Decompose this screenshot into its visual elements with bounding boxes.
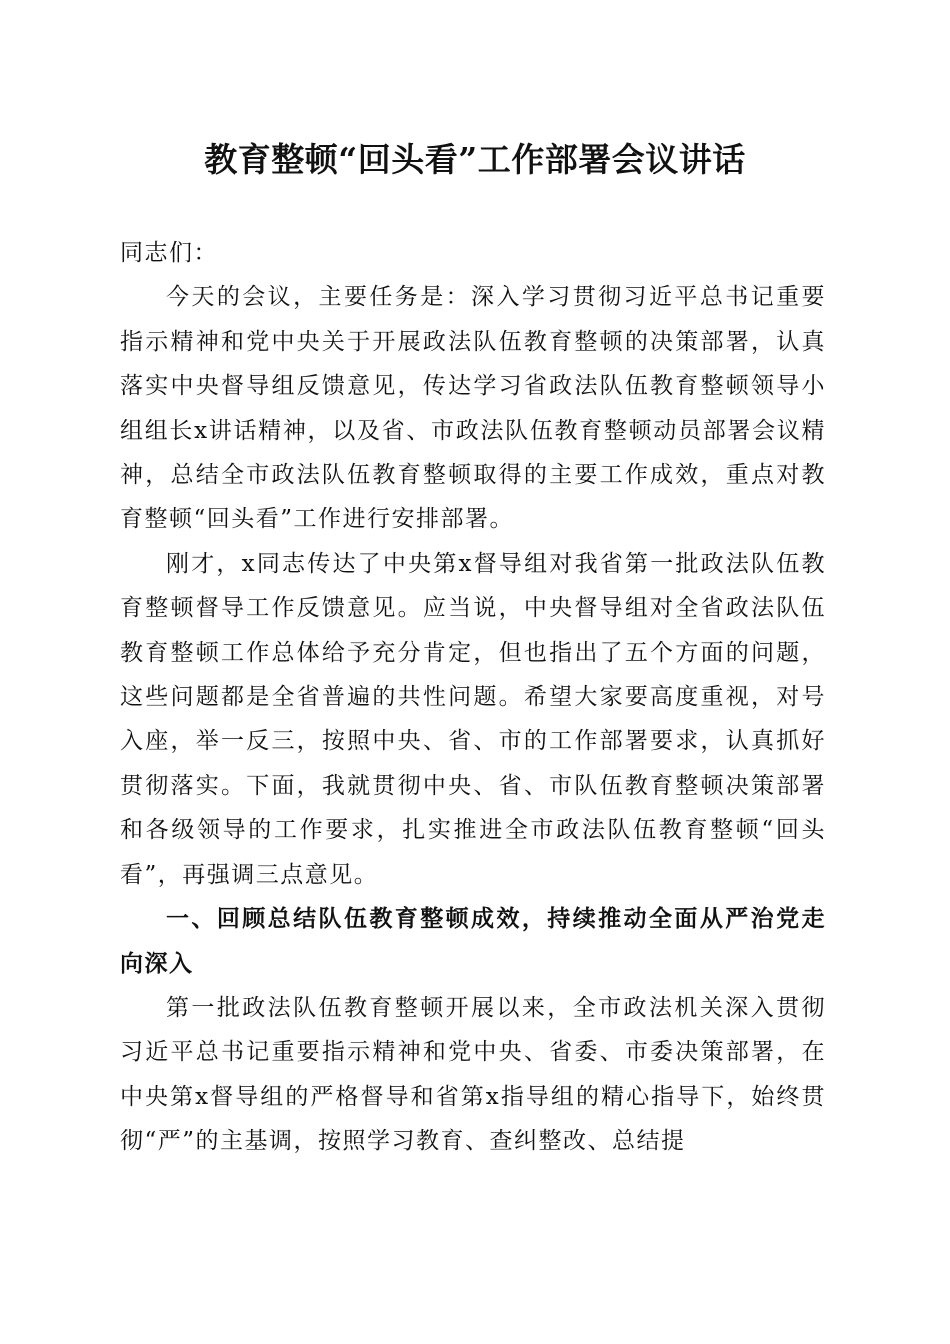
section-one-paragraph: 第一批政法队伍教育整顿开展以来，全市政法机关深入贯彻习近平总书记重要指示精神和党中央、省委、市委决策部署，在中央第x督导组的严格督导和省第x指导组的精心指导下，始终贯彻“严”的主基调，按照学习教育、查纠整改、总结提 [120, 994, 826, 1155]
paragraph-feedback: 刚才，x同志传达了中央第x督导组对我省第一批政法队伍教育整顿督导工作反馈意见。应当说，中央督导组对全省政法队伍教育整顿工作总体给予充分肯定，但也指出了五个方面的问题，这些问题都是全省普遍的共性问题。希望大家要高度重视，对号入座，举一反三，按照中央、省、市的工作部署要求，认真抓好贯彻落实。下面，我就贯彻中央、省、市队伍教育整顿决策部署和各级领导的工作要求，扎实推进全市政法队伍教育整顿“回头看”，再强调三点意见。 [120, 550, 826, 888]
section-heading-one: 一、回顾总结队伍教育整顿成效，持续推动全面从严治党走向深入 [120, 906, 826, 977]
paragraph-opening: 今天的会议，主要任务是：深入学习贯彻习近平总书记重要指示精神和党中央关于开展政法队伍教育整顿的决策部署，认真落实中央督导组反馈意见，传达学习省政法队伍教育整顿领导小组组长x讲话精神，以及省、市政法队伍教育整顿动员部署会议精神，总结全市政法队伍教育整顿取得的主要工作成效，重点对教育整顿“回头看”工作进行安排部署。 [120, 284, 826, 533]
document-body [120, 231, 826, 1164]
salutation: 同志们： [120, 240, 218, 266]
document-title: 教育整顿“回头看”工作部署会议讲话 [204, 140, 746, 179]
